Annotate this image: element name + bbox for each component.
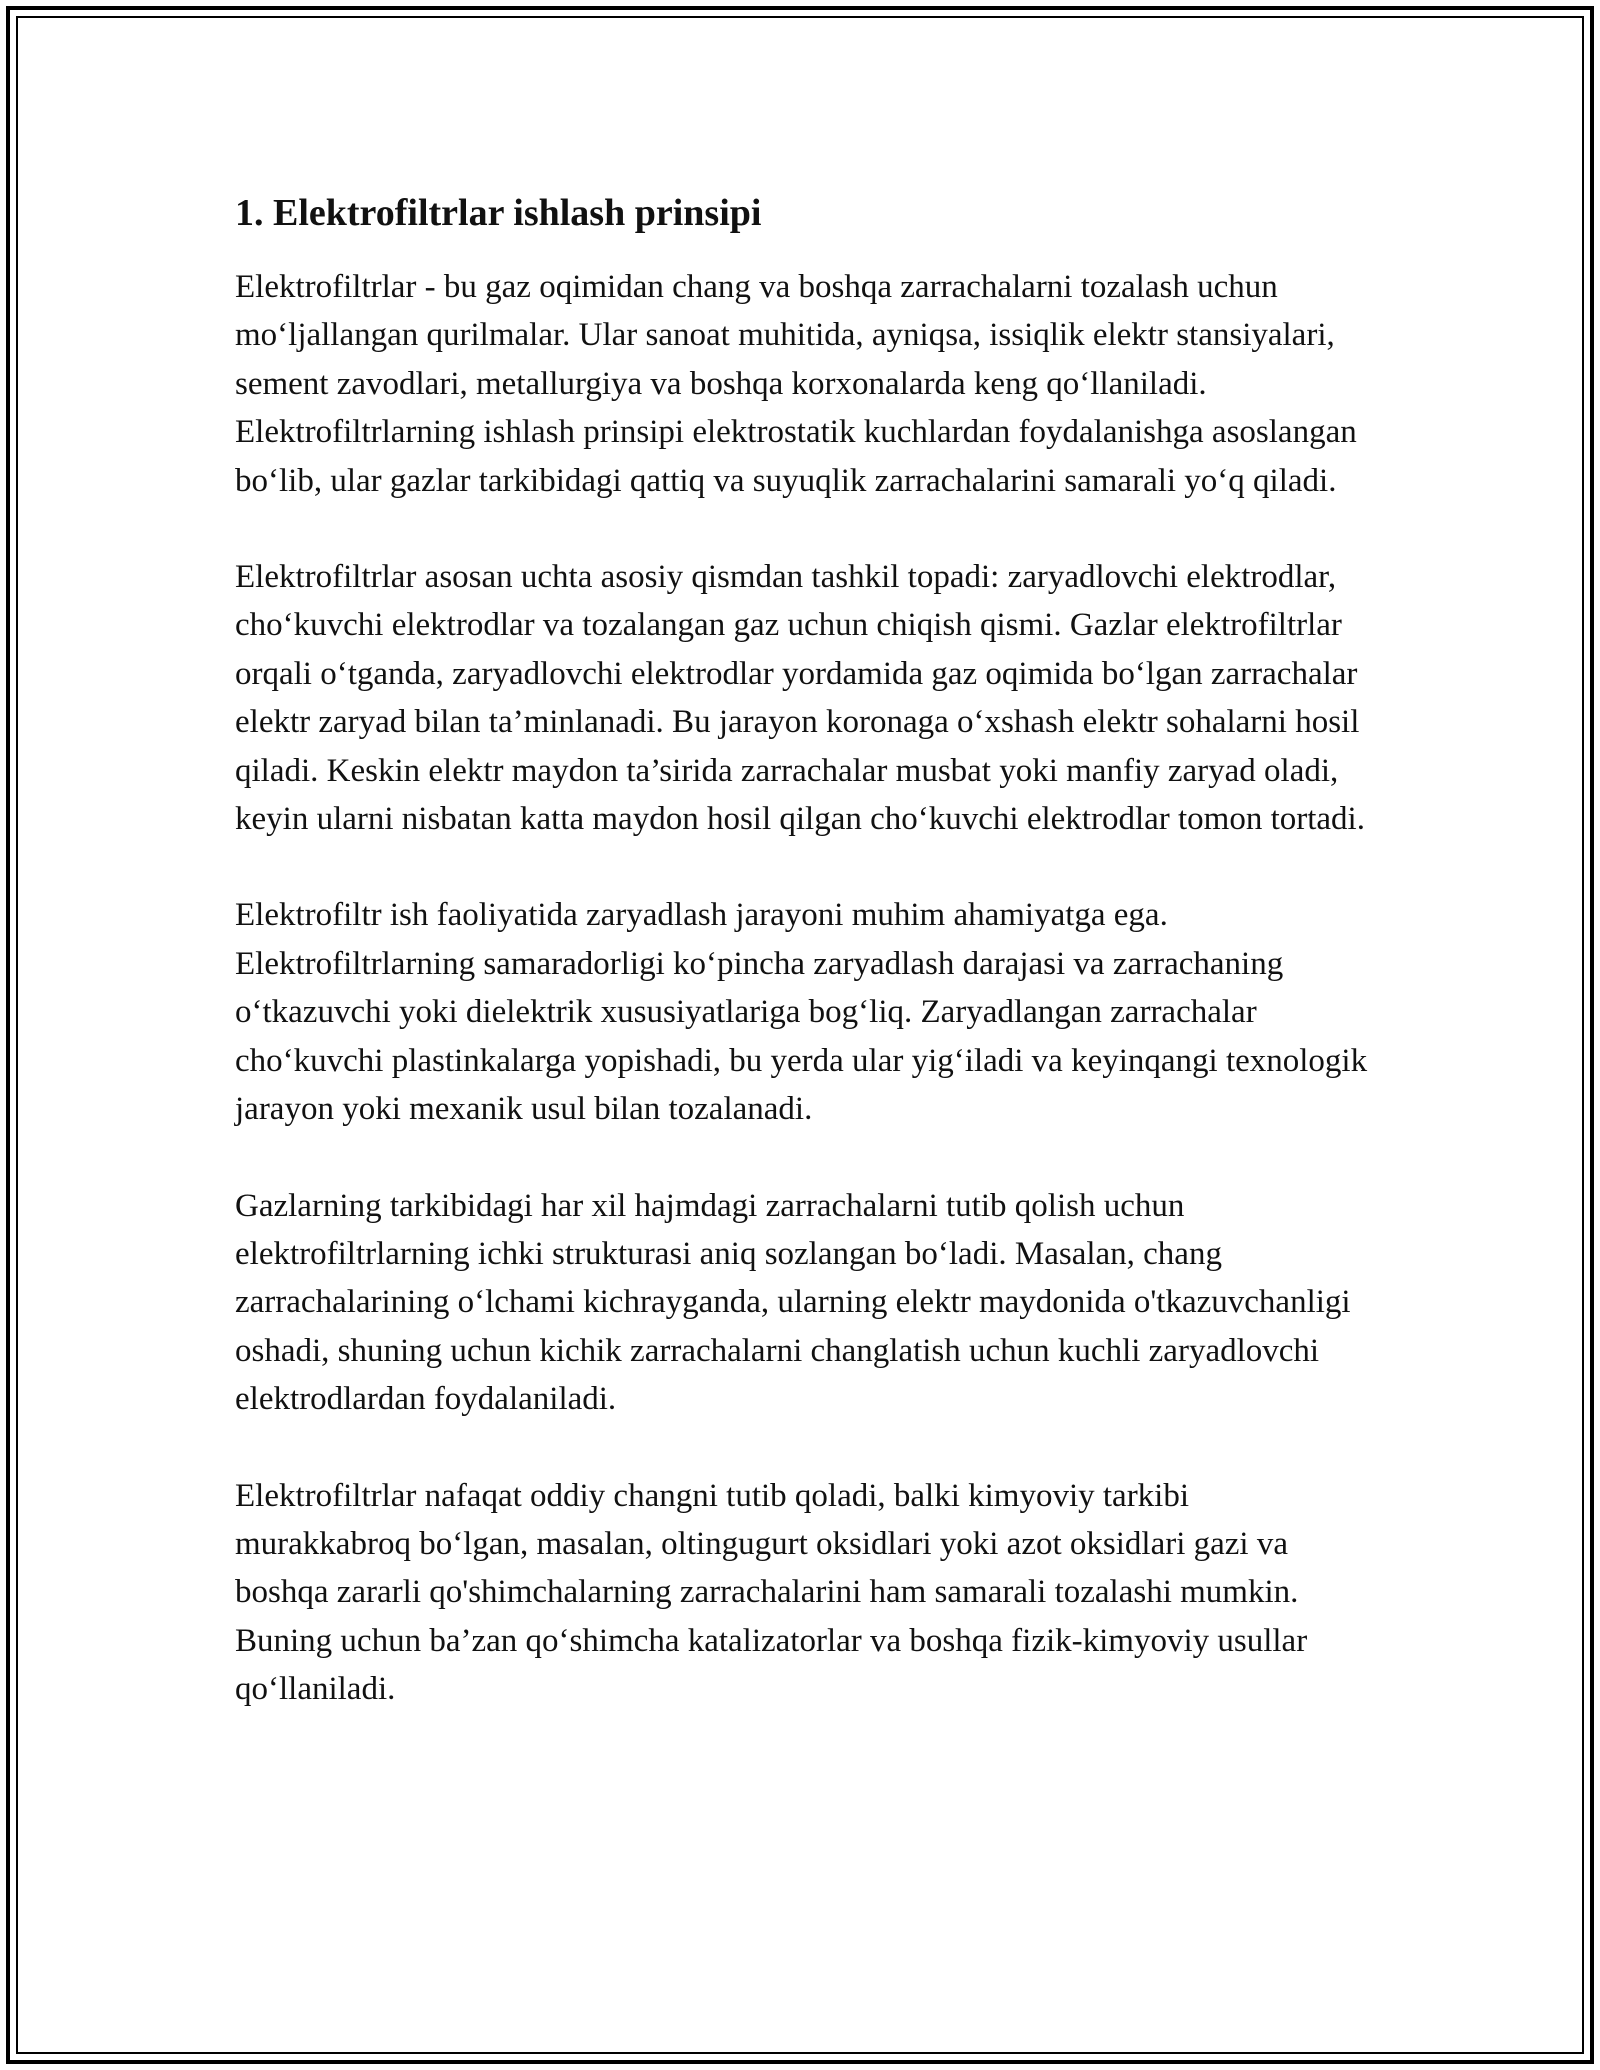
paragraph-1: Elektrofiltrlar - bu gaz oqimidan chang va boshqa zarrachalarni tozalash uchun mo‘ljallangan qurilmalar. Ular sanoat muhitida, ayniqsa, issiqlik elektr stansiyalari, sement zavodlari, metallurgiya va boshqa korxonalarda keng qo‘llaniladi. Elektrofiltrlarning ishlash prinsipi elektrostatik kuchlardan foydalanishga asoslangan bo‘lib, ular gazlar tarkibidagi qattiq va suyuqlik zarrachalarini samarali yo‘q qiladi. bbox=[235, 269, 1357, 499]
paragraph-3: Elektrofiltr ish faoliyatida zaryadlash jarayoni muhim ahamiyatga ega. Elektrofiltrlarning samaradorligi ko‘pincha zaryadlash darajasi va zarrachaning o‘tkazuvchi yoki dielektrik xususiyatlariga bog‘liq. Zaryadlangan zarrachalar cho‘kuvchi plastinkalarga yopishadi, bu yerda ular yig‘iladi va keyinqangi texnologik jarayon yoki mexanik usul bilan tozalanadi. bbox=[235, 897, 1368, 1128]
paragraph-4: Gazlarning tarkibidagi har xil hajmdagi zarrachalarni tutib qolish uchun elektrofiltrlarning ichki strukturasi aniq sozlangan bo‘ladi. Masalan, chang zarrachalarining o‘lchami kichrayganda, ularning elektr maydonida o'tkazuvchanligi oshadi, shuning uchun kichik zarrachalarni changlatish uchun kuchli zaryadlovchi elektrodlardan foydalaniladi. bbox=[235, 1187, 1351, 1418]
document-body bbox=[235, 185, 1370, 1762]
paragraph-2: Elektrofiltrlar asosan uchta asosiy qismdan tashkil topadi: zaryadlovchi elektrodlar, cho‘kuvchi elektrodlar va tozalangan gaz uchun chiqish qismi. Gazlar elektrofiltrlar orqali o‘tganda, zaryadlovchi elektrodlar yordamida gaz oqimida bo‘lgan zarrachalar elektr zaryad bilan ta’minlanadi. Bu jarayon koronaga o‘xshash elektr sohalarni hosil qiladi. Keskin elektr maydon ta’sirida zarrachalar musbat yoki manfiy zaryad oladi, keyin ularni nisbatan katta maydon hosil qilgan cho‘kuvchi elektrodlar tomon tortadi. bbox=[235, 559, 1365, 838]
section-title: 1. Elektrofiltrlar ishlash prinsipi bbox=[235, 192, 762, 234]
paragraph-5: Elektrofiltrlar nafaqat oddiy changni tutib qoladi, balki kimyoviy tarkibi murakkabroq bo‘lgan, masalan, oltingugurt oksidlari yoki azot oksidlari gazi va boshqa zararli qo'shimchalarning zarrachalarini ham samarali tozalashi mumkin. Buning uchun ba’zan qo‘shimcha katalizatorlar va boshqa fizik-kimyoviy usullar qo‘llaniladi. bbox=[235, 1477, 1308, 1708]
